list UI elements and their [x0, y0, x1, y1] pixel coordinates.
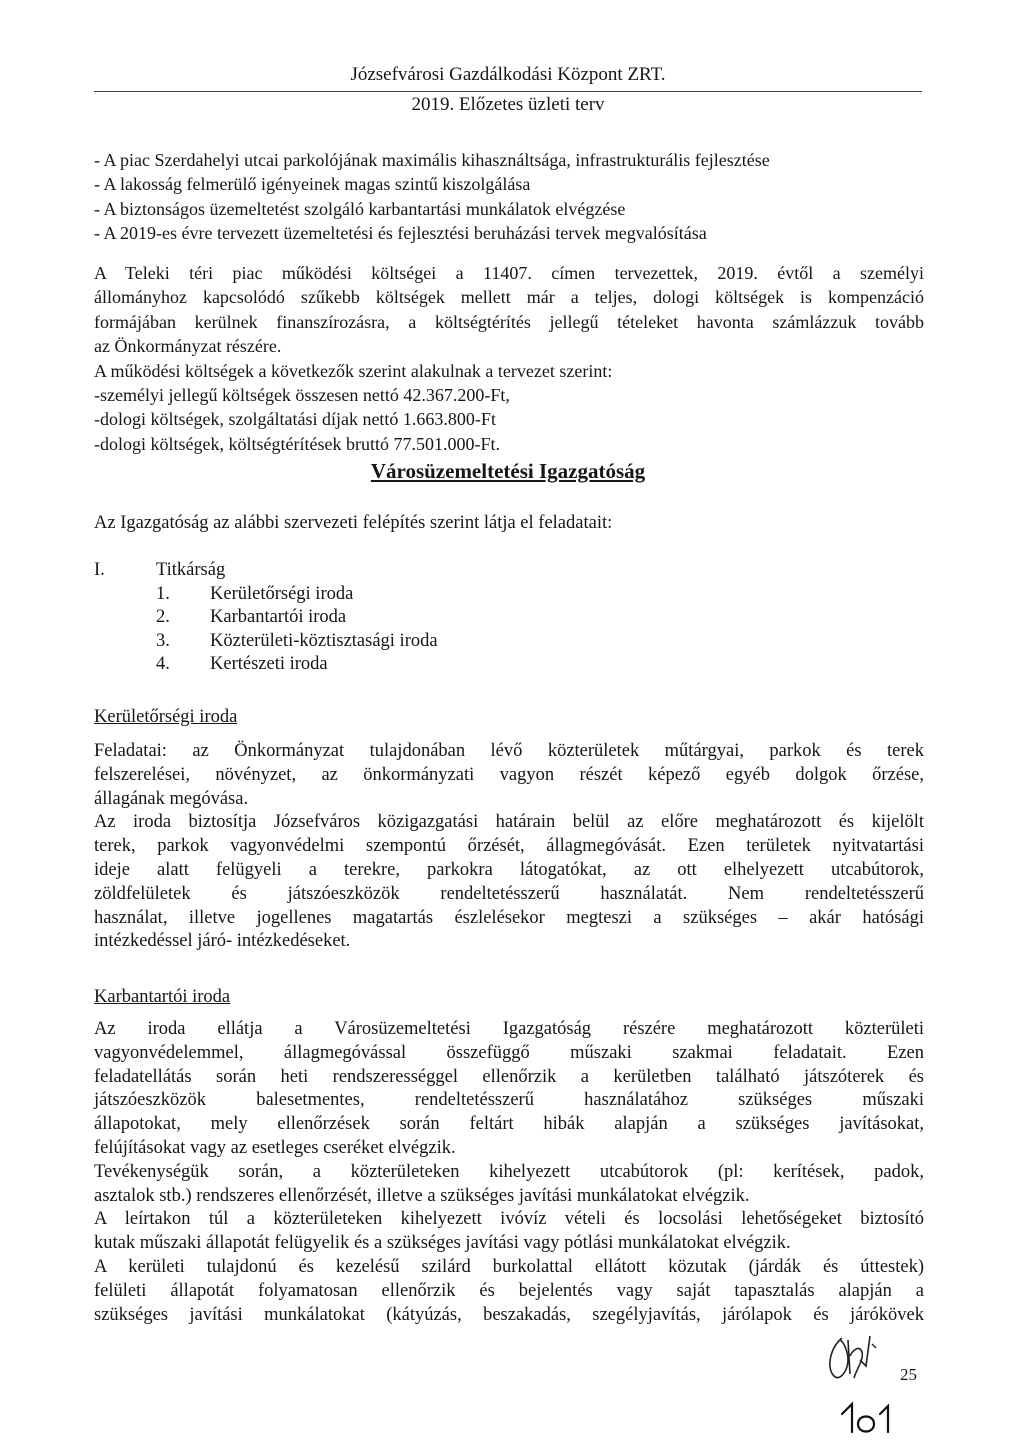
keruletorseg-heading: Kerületőrségi iroda — [94, 707, 238, 727]
cost-intro-line: A működési költségek a következők szerint alakulnak a tervezet szerint: — [94, 360, 613, 381]
org-sub-label: Kertészeti iroda — [210, 654, 328, 675]
org-intro: Az Igazgatóság az alábbi szervezeti felépítés szerint látja el feladatait: — [94, 513, 613, 533]
paragraph-line: feladatellátás során heti rendszerességgel ellenőrzik a kerületben található játszóterek és — [94, 1066, 924, 1087]
org-sub-number: 4. — [156, 654, 170, 675]
paragraph-line: Az iroda biztosítja Józsefváros közigazgatási határain belül az előre meghatározott és kijelölt — [94, 812, 924, 833]
header-divider — [94, 91, 922, 92]
org-sub-item — [156, 630, 438, 654]
org-sub-label: Kerületőrségi iroda — [210, 583, 354, 604]
signature-stroke — [848, 1336, 870, 1378]
org-sub-label: Közterületi-köztisztasági iroda — [210, 630, 438, 651]
paragraph-line: ideje alatt felügyeli a terekre, parkokra látogatókat, az ott elhelyezett utcabútorok, — [94, 859, 924, 880]
org-sub-item — [156, 583, 438, 607]
paragraph-line: terek, parkok vagyonvédelmi szempontú őrzését, állagmegóvását. Ezen területek nyitvatartási — [94, 836, 924, 857]
org-sub-number: 3. — [156, 630, 170, 651]
paragraph-line: formájában kerülnek finanszírozásra, a költségtérítés jellegű tételeket havonta számlázzuk tovább — [94, 311, 924, 332]
cost-item: -dologi költségek, szolgáltatási díjak nettó 1.663.800-Ft — [94, 409, 496, 430]
bullet-item: - A piac Szerdahelyi utcai parkolójának maximális kihasználtsága, infrastrukturális fejlesztése — [94, 150, 770, 170]
paragraph-line: kutak műszaki állapotát felügyelik és a szükséges javítási vagy pótlási munkálatokat elvégzik. — [94, 1233, 791, 1254]
bullet-item: - A lakosság felmerülő igényeinek magas szintű kiszolgálása — [94, 174, 531, 195]
header-plan-title: 2019. Előzetes üzleti terv — [411, 94, 605, 115]
org-sub-number: 2. — [156, 607, 170, 628]
org-main-label: Titkárság — [156, 560, 226, 580]
paragraph-line: Feladatai: az Önkormányzat tulajdonában lévő közterületek műtárgyai, parkok és terek — [94, 741, 924, 761]
cost-item: -személyi jellegű költségek összesen nettó 42.367.200-Ft, — [94, 385, 510, 406]
costs-paragraph — [94, 261, 924, 456]
bullet-item: - A 2019-es évre tervezett üzemeltetési és fejlesztési beruházási tervek megvalósítása — [94, 222, 707, 243]
paragraph-line: vagyonvédelemmel, állagmegóvással összefüggő műszaki szakmai feladatait. Ezen — [94, 1042, 924, 1063]
paragraph-line: Az iroda ellátja a Városüzemeltetési Igazgatóság részére meghatározott közterületi — [94, 1019, 924, 1039]
header-company: Józsefvárosi Gazdálkodási Központ ZRT. — [350, 64, 666, 85]
signature-stroke — [872, 1344, 876, 1348]
org-sub-item — [156, 653, 438, 677]
paragraph-line: A Teleki téri piac működési költségei a 11407. címen tervezettek, 2019. évtől a személyi — [94, 263, 924, 283]
section-title: Városüzemeltetési Igazgatóság — [370, 459, 646, 483]
paragraph-line: felújításokat vagy az esetleges cseréket elvégzik. — [94, 1137, 456, 1158]
page-number: 25 — [900, 1365, 917, 1384]
paragraph-line: Tevékenységük során, a közterületeken kihelyezett utcabútorok (pl: kerítések, padok, — [94, 1161, 924, 1182]
paragraph-line: A leírtakon túl a közterületeken kihelyezett ivóvíz vételi és locsolási lehetőségeket biztosító — [94, 1209, 924, 1230]
paragraph-line: A kerületi tulajdonú és kezelésű szilárd burkolattal ellátott közutak (járdák és úttestek) — [94, 1256, 924, 1277]
org-sub-label: Karbantartói iroda — [210, 607, 347, 628]
paragraph-line: felszerelései, növényzet, az önkormányzati vagyon részét képező egyéb dolgok őrzése, — [94, 764, 924, 785]
paragraph-line: az Önkormányzat részére. — [94, 336, 282, 357]
paragraph-line: használat, illetve jogellenes magatartás észlelésekor megteszi a szükséges – akár hatósági — [94, 907, 924, 928]
org-main-number: I. — [94, 560, 105, 580]
bullet-item: - A biztonságos üzemeltetést szolgáló karbantartási munkálatok elvégzése — [94, 198, 626, 219]
handwritten-page-number-strokes — [842, 1404, 888, 1432]
paragraph-line: szükséges javítási munkálatokat (kátyúzás, beszakadás, szegélyjavítás, járólapok és járókövek — [94, 1304, 924, 1325]
karbantartoi-paragraph — [94, 1018, 924, 1327]
karbantartoi-heading: Karbantartói iroda — [94, 987, 231, 1007]
keruletorseg-paragraph — [94, 740, 924, 954]
handwritten-signature-and-number — [820, 1330, 920, 1440]
org-structure-list — [94, 559, 438, 677]
org-main-item — [94, 559, 438, 583]
org-sub-number: 1. — [156, 583, 170, 604]
paragraph-line: játszóeszközök balesetmentes, rendeltetésszerű használatához szükséges műszaki — [94, 1090, 924, 1111]
paragraph-line: állagának megóvása. — [94, 788, 249, 809]
paragraph-line: felületi állapotát folyamatosan ellenőrzik és bejelentés vagy saját tapasztalás alapján a — [94, 1280, 924, 1301]
paragraph-line: asztalok stb.) rendszeres ellenőrzését, illetve a szükséges javítási munkálatokat elvégzik. — [94, 1185, 750, 1206]
cost-item: -dologi költségek, költségtérítések bruttó 77.501.000-Ft. — [94, 433, 500, 454]
paragraph-line: zöldfelületek és játszóeszközök rendeltetésszerű használatát. Nem rendeltetésszerű — [94, 883, 924, 904]
signature-stroke — [830, 1338, 848, 1378]
paragraph-line: állományhoz kapcsolódó szűkebb költségek mellett már a teljes, dologi költségek is kompenzáció — [94, 287, 924, 308]
org-sub-item — [156, 606, 438, 630]
paragraph-line: állapotokat, mely ellenőrzések során feltárt hibák alapján a szükséges javításokat, — [94, 1114, 924, 1135]
paragraph-line: intézkedéssel járó- intézkedéseket. — [94, 931, 351, 952]
goals-bullet-list — [94, 148, 924, 245]
